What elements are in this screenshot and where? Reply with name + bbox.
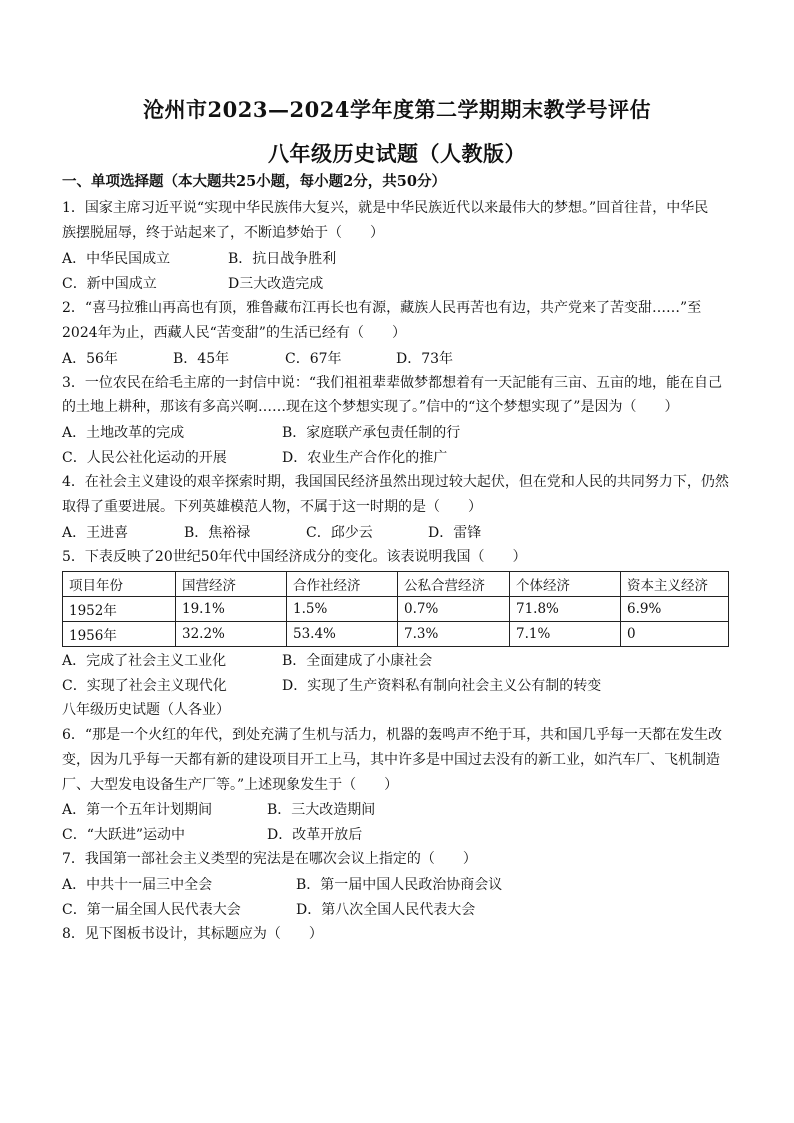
table-cell: 53.4% [287,622,398,647]
question-3-option-a[interactable]: A．土地改革的完成 [62,425,185,441]
question-2-stem: 2．“喜马拉雅山再高也有顶，雅鲁藏布江再长也有源，藏族人民再苦也有边，共产党来了苦变甜……”至 [62,300,702,316]
question-4-option-c[interactable]: C．邱少云 [306,525,373,541]
question-3-option-b[interactable]: B．家庭联产承包责任制的行 [282,425,461,441]
question-3-stem: 3．一位农民在给毛主席的一封信中说：“我们祖祖辈辈做梦都想着有一天記能有三亩、五亩的地，能在自己 [62,375,723,391]
table-row [63,622,729,647]
question-4-option-a[interactable]: A．王进喜 [62,525,129,541]
table-header-cell: 项目年份 [63,572,176,597]
question-7-option-b[interactable]: B．第一届中国人民政治协商会议 [296,877,503,893]
question-6-option-c[interactable]: C．“大跃进”运动中 [62,827,186,843]
question-2-option-d[interactable]: D．73年 [396,351,454,367]
page-label: 八年级历史试题（人各业） [62,702,230,718]
question-6-option-b[interactable]: B．三大改造期间 [267,802,376,818]
question-1-option-b[interactable]: B．抗日战争胜利 [228,251,337,267]
table-header-row [63,572,729,597]
question-3-option-c[interactable]: C．人民公社化运动的开展 [62,450,227,466]
question-6-option-d[interactable]: D．改革开放后 [267,827,363,843]
economy-table [62,571,729,647]
question-5-option-b[interactable]: B．全面建成了小康社会 [282,653,433,669]
table-cell: 7.3% [398,622,510,647]
table-cell: 0.7% [398,597,510,622]
table-cell: 1.5% [287,597,398,622]
table-header-cell: 公私合营经济 [398,572,510,597]
table-cell: 19.1% [176,597,287,622]
question-5-option-c[interactable]: C．实现了社会主义现代化 [62,678,227,694]
question-2-option-c[interactable]: C．67年 [285,351,342,367]
table-cell: 71.8% [510,597,621,622]
question-6-stem: 6．“那是一个火红的年代，到处充满了生机与活力，机器的轰鸣声不绝于耳，共和国几乎每一天都在发生改 [62,727,723,743]
question-6-stem-cont: 变，因为几乎每一天都有新的建设项目开工上马，其中许多是中国过去没有的新工业，如汽车厂、飞机制造 [62,752,720,768]
exam-title: 沧州市2023—2024学年度第二学期期末教学号评估 [143,97,651,122]
question-7-option-a[interactable]: A．中共十一届三中全会 [62,877,213,893]
table-cell: 7.1% [510,622,621,647]
question-4-stem: 4．在社会主义建设的艰辛探索时期，我国国民经济虽然出现过较大起伏，但在党和人民的共同努力下，仍然 [62,474,729,490]
exam-subtitle: 八年级历史试题（人教版） [268,141,526,166]
question-3-stem-cont: 的土地上耕种，那该有多高兴啊……现在这个梦想实现了。”信中的“这个梦想实现了”是因为（ ） [62,399,679,415]
question-4-option-b[interactable]: B．焦裕禄 [184,525,251,541]
question-2-option-a[interactable]: A．56年 [62,351,118,367]
question-5-option-a[interactable]: A．完成了社会主义工业化 [62,653,227,669]
table-header-cell: 资本主义经济 [621,572,729,597]
table-cell: 32.2% [176,622,287,647]
question-6-option-a[interactable]: A．第一个五年计划期间 [62,802,213,818]
question-3-option-d[interactable]: D．农业生产合作化的推广 [282,450,448,466]
question-2-stem-cont: 2024年为止，西藏人民“苦变甜”的生活已经有（ ） [62,325,406,341]
question-1-stem: 1．国家主席习近平说“实现中华民族伟大复兴，就是中华民族近代以来最伟大的梦想。”回首往昔，中华民 [62,200,709,216]
table-row [63,597,729,622]
question-1-stem-cont: 族摆脱屈辱，终于站起来了，不断追梦始于（ ） [62,225,384,241]
table-header-cell: 国营经济 [176,572,287,597]
table-header-cell: 个体经济 [510,572,621,597]
question-1-option-c[interactable]: C．新中国成立 [62,276,157,292]
question-5-option-d[interactable]: D．实现了生产资料私有制向社会主义公有制的转变 [282,678,602,694]
table-cell: 1956年 [63,622,176,647]
question-1-option-d[interactable]: D三大改造完成 [228,276,324,292]
question-8-stem: 8．见下图板书设计，其标题应为（ ） [62,926,323,942]
table-cell: 1952年 [63,597,176,622]
question-7-stem: 7．我国第一部社会主义类型的宪法是在哪次会议上指定的（ ） [62,851,477,867]
question-5-stem: 5．下表反映了20世纪50年代中国经济成分的变化。该表说明我国（ ） [62,549,527,565]
table-cell: 0 [621,622,729,647]
question-7-option-d[interactable]: D．第八次全国人民代表大会 [296,902,476,918]
table-header-cell: 合作社经济 [287,572,398,597]
table-cell: 6.9% [621,597,729,622]
question-6-stem-cont2: 厂、大型发电设备生产厂等。”上述现象发生于（ ） [62,777,399,793]
section-heading: 一、单项选择题（本大题共25小题，每小题2分，共50分） [62,173,446,190]
question-1-option-a[interactable]: A．中华民国成立 [62,251,171,267]
question-7-option-c[interactable]: C．第一届全国人民代表大会 [62,902,241,918]
question-4-stem-cont: 取得了重要进展。下列英雄模范人物，不属于这一时期的是（ ） [62,499,482,515]
question-4-option-d[interactable]: D．雷锋 [428,525,482,541]
question-2-option-b[interactable]: B．45年 [173,351,230,367]
